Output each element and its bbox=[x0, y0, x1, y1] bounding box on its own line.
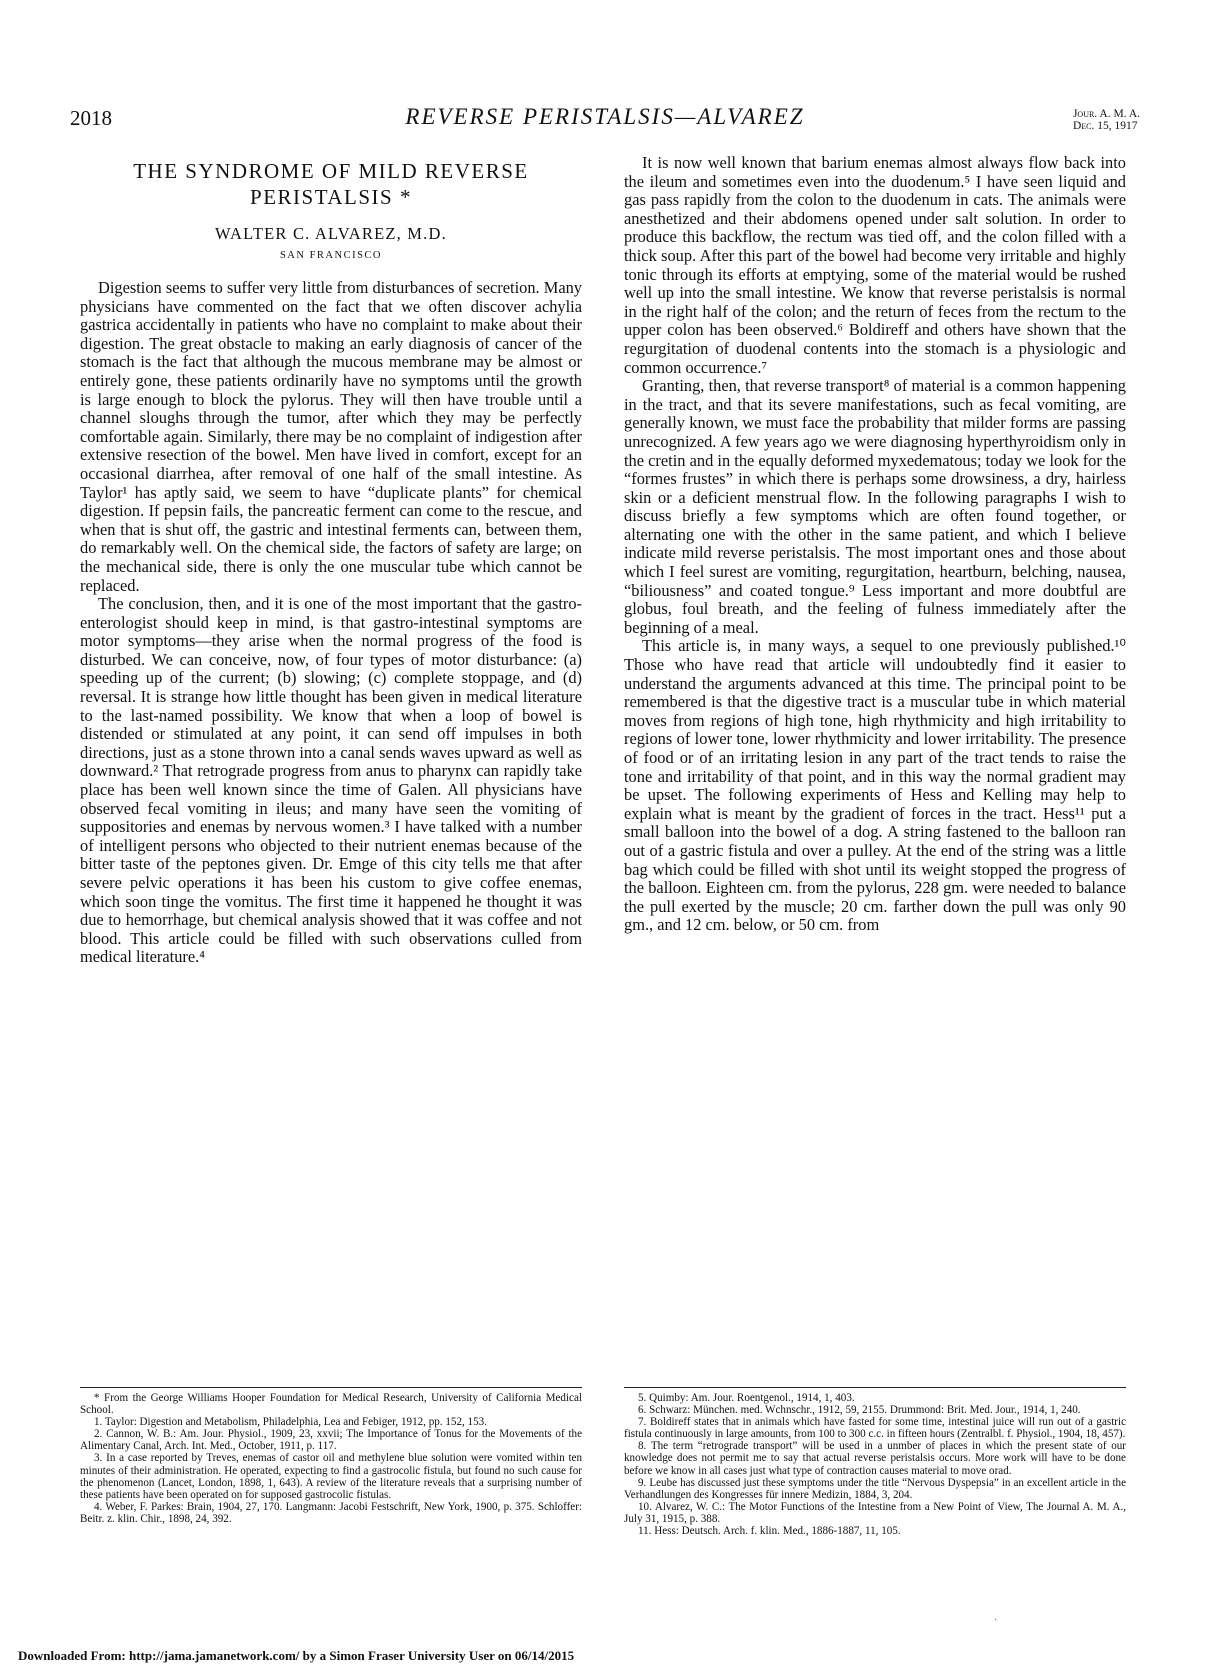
footnote: 2. Cannon, W. B.: Am. Jour. Physiol., 1909, 23, xxvii; The Importance of Tonus for the Movements of the Alimentary Canal, Arch. Int. Med., October, 1911, p. 117. bbox=[80, 1428, 582, 1453]
journal-citation bbox=[1073, 108, 1140, 132]
scan-speck: · bbox=[994, 1615, 998, 1626]
footnote: 7. Boldireff states that in animals which have fasted for some time, intestinal juice will run out of a gastric fistula continuously in large amounts, from 100 to 300 c.c. in fifteen hours (Zentralbl. f. Physiol., 1904, 18, 457). bbox=[624, 1416, 1126, 1441]
footnote: 5. Quimby: Am. Jour. Roentgenol., 1914, 1, 403. bbox=[638, 1392, 855, 1404]
footnote: 1. Taylor: Digestion and Metabolism, Philadelphia, Lea and Febiger, 1912, pp. 152, 153. bbox=[94, 1416, 487, 1429]
left-paragraph-2: The conclusion, then, and it is one of the most important that the gastro-enterologist should keep in mind, is that gastro-intestinal symptoms are motor symptoms—they arise when the normal progress of the food is disturbed. We can conceive, now, of four types of motor disturbance: (a) speeding up of the current; (b) slowing; (c) complete stoppage, and (d) reversal. It is strange how little thought has been given in medical literature to the last-named possibility. We know that when a loop of bowel is distended or stimulated at any point, it can send off impulses in both directions, just as a stone thrown into a canal sends waves upward as well as downward.² That retrograde progress from anus to pharynx can rapidly take place has been well known since the time of Galen. All physicians have observed fecal vomiting in ileus; and many have seen the vomiting of suppositories and enemas by nervous women.³ I have talked with a number of intelligent persons who objected to their nutrient enemas because of the bitter taste of the peptones given. Dr. Emge of this city tells me that after severe pelvic operations it has been his custom to give coffee enemas, which soon tinge the vomitus. The first time it happened he thought it was due to hemorrhage, but chemical analysis showed that it was coffee and not blood. This article could be filled with such observations culled from medical literature.⁴ bbox=[80, 594, 582, 967]
left-paragraph-1: Digestion seems to suffer very little from disturbances of secretion. Many physicians have commented on the fact that we often discover achylia gastrica accidentally in patients who have no complaint to make about their digestion. The great obstacle to making an early diagnosis of cancer of the stomach is the fact that although the mucous membrane may be almost or entirely gone, these patients ordinarily have no symptoms until the growth is large enough to block the pylorus. They will then have trouble until a channel sloughs through the tumor, after which they may be perfectly comfortable again. Similarly, there may be no complaint of indigestion after extensive resection of the bowel. Men have lived in comfort, except for an occasional diarrhea, after removal of one half of the small intestine. As Taylor¹ has aptly said, we seem to have “duplicate plants” for chemical digestion. If pepsin fails, the pancreatic ferment can come to the rescue, and when that is shut off, the gastric and intestinal ferments can, between them, do remarkably well. On the chemical side, the factors of safety are large; on the mechanical side, there is only the one muscular tube which cannot be replaced. bbox=[80, 278, 582, 595]
author-name: WALTER C. ALVAREZ, M.D. bbox=[215, 224, 447, 243]
footnotes-right bbox=[624, 1392, 1126, 1537]
journal-name: Jour. A. M. A. bbox=[1072, 108, 1140, 120]
author-location: SAN FRANCISCO bbox=[279, 250, 383, 261]
running-title: REVERSE PERISTALSIS—ALVAREZ bbox=[405, 104, 805, 129]
right-column bbox=[624, 154, 1126, 935]
footnote-divider-left bbox=[80, 1387, 582, 1388]
download-footer: Downloaded From: http://jama.jamanetwork.com/ by a Simon Fraser University User on 06/14/2015 bbox=[18, 1648, 575, 1663]
footnote: 9. Leube has discussed just these symptoms under the title “Nervous Dyspepsia” in an excellent article in the Verhandlungen des Kongresses für innere Medizin, 1884, 3, 204. bbox=[624, 1476, 1126, 1501]
footnotes-left bbox=[80, 1392, 582, 1525]
right-paragraph-1: It is now well known that barium enemas almost always flow back into the ileum and sometimes even into the duodenum.⁵ I have seen liquid and gas pass rapidly from the colon to the duodenum in cats. The animals were anesthetized and their abdomens opened under salt solution. In order to produce this backflow, the rectum was tied off, and the colon filled with a thick soup. After this part of the bowel had become very irritable and highly tonic through its efforts at emptying, some of the material would be rushed well up into the small intestine. We know that reverse peristalsis is normal in the right half of the colon; and the return of feces from the rectum to the upper colon has been observed.⁶ Boldireff and others have shown that the regurgitation of duodenal contents into the stomach is a physiologic and common occurrence.⁷ bbox=[624, 153, 1126, 377]
footnote: * From the George Williams Hooper Foundation for Medical Research, University of California Medical School. bbox=[80, 1392, 582, 1417]
footnote: 4. Weber, F. Parkes: Brain, 1904, 27, 170. Langmann: Jacobi Festschrift, New York, 1900, p. 375. Schloffer: Beitr. z. klin. Chir., 1898, 24, 392. bbox=[80, 1500, 582, 1525]
footnote: 6. Schwarz: München. med. Wchnschr., 1912, 59, 2155. Drummond: Brit. Med. Jour., 1914, 1, 240. bbox=[638, 1404, 1081, 1417]
right-paragraph-2: Granting, then, that reverse transport⁸ of material is a common happening in the tract, and that its severe manifestations, such as fecal vomiting, are generally known, we must face the probability that milder forms are passing unrecognized. A few years ago we were diagnosing hyperthyroidism only in the cretin and in the equally deformed myxedematous; today we look for the “formes frustes” in which there is perhaps some drowsiness, a dry, hairless skin or a deficient menstrual flow. In the following paragraphs I wish to discuss briefly a few symptoms which are often found together, or alternating one with the other in the same patient, and which I believe indicate mild reverse peristalsis. The most important ones and those about which I feel surest are vomiting, regurgitation, heartburn, belching, nausea, “biliousness” and coated tongue.⁹ Less important and more doubtful are globus, foul breath, and the feeling of fulness immediately after the beginning of a meal. bbox=[624, 376, 1126, 637]
footnote-divider-right bbox=[624, 1387, 1126, 1388]
running-header bbox=[70, 104, 1140, 144]
journal-date: Dec. 15, 1917 bbox=[1072, 120, 1138, 132]
right-paragraph-3: This article is, in many ways, a sequel to one previously published.¹⁰ Those who have read that article will undoubtedly find it easier to understand the arguments advanced at this time. The principal point to be remembered is that the digestive tract is a muscular tube in which material moves from regions of high tone, high rhythmicity and high irritability to regions of lower tone, lower rhythmicity and lower irritability. The presence of food or of an irritating lesion in any part of the tract tends to raise the tone and irritability of that point, and in this way the normal gradient may be upset. The following experiments of Hess and Kelling may help to explain what is meant by the gradient of forces in the tract. Hess¹¹ put a small balloon into the bowel of a dog. A string fastened to the balloon ran out of a gastric fistula and over a pulley. At the end of the string was a little bag which could be filled with shot until its weight stopped the progress of the balloon. Eighteen cm. from the pylorus, 228 gm. were needed to balance the pull exerted by the muscle; 20 cm. farther down the pull was only 90 gm., and 12 cm. below, or 50 cm. from bbox=[624, 636, 1126, 935]
article-title-line1: THE SYNDROME OF MILD REVERSE bbox=[133, 159, 529, 183]
footnote: 3. In a case reported by Treves, enemas of castor oil and methylene blue solution were vomited within ten minutes of their administration. He operated, expecting to find a gastrocolic fistula, but found no such cause for the phenomenon (Lancet, London, 1898, 1, 643). A review of the literature reveals that a surprising number of these patients have been operated on for supposed gastrocolic fistulas. bbox=[80, 1452, 582, 1501]
footnote: 10. Alvarez, W. C.: The Motor Functions of the Intestine from a New Point of View, The Journal A. M. A., July 31, 1915, p. 388. bbox=[624, 1500, 1126, 1525]
footnote: 8. The term “retrograde transport” will be used in a unmber of places in which the present state of our knowledge does not permit me to say that actual reverse peristalsis occurs. More work will have to be done before we know in all cases just what type of contraction causes material to move orad. bbox=[624, 1440, 1126, 1477]
page-number: 2018 bbox=[70, 106, 112, 130]
footnote: 11. Hess: Deutsch. Arch. f. klin. Med., 1886-1887, 11, 105. bbox=[638, 1525, 901, 1538]
article-title-line2: PERISTALSIS * bbox=[250, 185, 412, 209]
article-title bbox=[80, 158, 582, 210]
left-column bbox=[80, 154, 582, 967]
